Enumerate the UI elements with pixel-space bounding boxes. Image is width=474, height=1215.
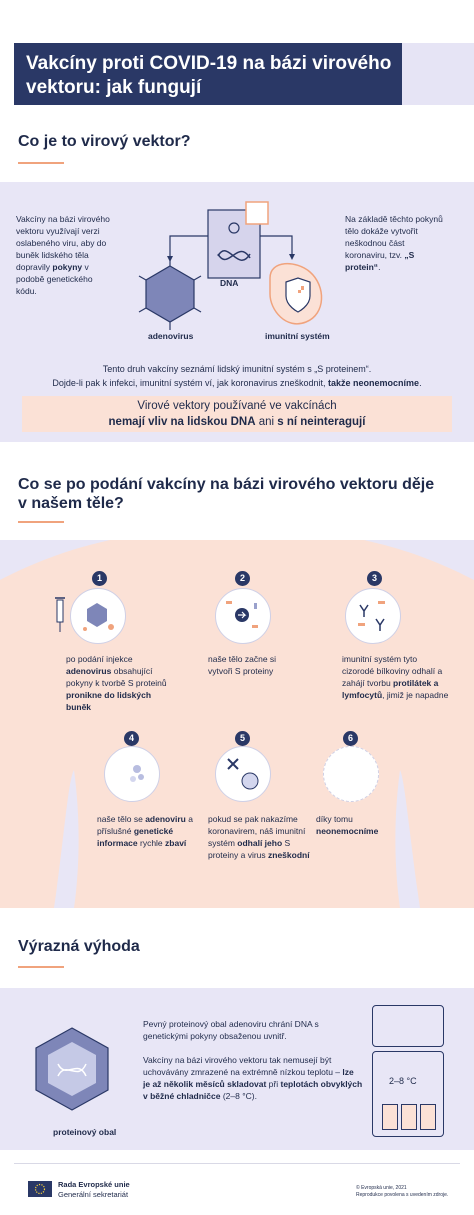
fridge-temperature: 2–8 °C: [389, 1076, 417, 1086]
viral-vector-diagram: [120, 198, 340, 348]
section2-underline: [18, 521, 64, 523]
protein-shell-text: Pevný proteinový obal adenoviru chrání DNA s genetickými pokyny obsaženou uvnitř.: [143, 1019, 319, 1041]
step4-text: naše tělo se adenoviru a příslušné genetické informace rychle zbaví: [97, 814, 193, 848]
copyright-notice: © Evropská unie, 2021 Reprodukce povolena s uvedením zdroje.: [356, 1185, 449, 1198]
section3-underline: [18, 966, 64, 968]
step-number-1: 1: [92, 571, 107, 586]
footer-divider: [14, 1163, 460, 1164]
step2-text: naše tělo začne si vytvoři S proteiny: [208, 654, 277, 676]
vial-icon-2: [401, 1104, 417, 1130]
step-number-4: 4: [124, 731, 139, 746]
section1-underline: [18, 162, 64, 164]
step1-cell-icon: [70, 588, 126, 644]
s-protein-text: Na základě těchto pokynů tělo dokáže vytvořit neškodnou část koronaviru, tzv. „S protein“.: [345, 214, 443, 272]
vial-icon-1: [382, 1104, 398, 1130]
step5-text: pokud se pak nakazíme koronavirem, náš imunitní systém odhalí jeho S proteiny a virus zneškodní: [208, 814, 310, 860]
step6-cell-icon: [323, 746, 379, 802]
vial-icon-3: [420, 1104, 436, 1130]
protein-shell-icon: [22, 1020, 122, 1120]
section3-heading: Výrazná výhoda: [18, 938, 140, 955]
section2-heading: Co se po podání vakcíny na bázi virového vektoru děje v našem těle?: [18, 476, 435, 512]
step3-cell-icon: [345, 588, 401, 644]
storage-text: Vakcíny na bázi virového vektoru tak nemusejí být uchovávány zmrazené na extrémně nízkou teplotu – lze je až několik měsíců skladovat při teplotách obvyklých v běžné chladničce (2–8 °C).: [143, 1055, 363, 1101]
step4-cell-icon: [104, 746, 160, 802]
protein-shell-label: proteinový obal: [53, 1127, 117, 1137]
step-number-6: 6: [343, 731, 358, 746]
step6-text: díky tomu neonemocníme: [316, 814, 379, 836]
organization-name: Rada Evropské unie Generální sekretariát: [58, 1180, 130, 1199]
immune-system-label: imunitní systém: [265, 331, 330, 341]
syringe-icon: [50, 596, 70, 636]
fridge-freezer-icon: [372, 1005, 444, 1047]
section1-heading: Co je to virový vektor?: [18, 133, 191, 150]
adenovirus-label: adenovirus: [148, 331, 194, 341]
dna-safety-callout: Virové vektory používané ve vakcínách nemají vliv na lidskou DNA ani s ní neinteragují: [22, 396, 452, 432]
page-title: Vakcíny proti COVID-19 na bázi virového vektoru: jak fungují: [14, 43, 402, 105]
step3-text: imunitní systém tyto cizorodé bílkoviny odhalí a zahájí tvorbu protilátek a lymfocytů, jimiž je napadne: [342, 654, 449, 700]
step1-text: po podání injekce adenovirus obsahující pokyny k tvorbě S proteinů pronikne do lidských buněk: [66, 654, 167, 712]
title-decoration: [402, 43, 474, 105]
step-number-5: 5: [235, 731, 250, 746]
vaccine-summary: Tento druh vakcíny seznámí lidský imunitní systém s „S proteinem“. Dojde-li pak k infekci, imunitní systém ví, jak koronavirus zneškodnit, takže neonemocníme.: [52, 364, 422, 388]
vector-intro-text: Vakcíny na bázi virového vektoru využívají verzi oslabeného viru, aby do buněk lidského těla dopravily pokyny v podobě genetického kódu.: [16, 214, 110, 296]
step5-cell-icon: [215, 746, 271, 802]
step2-cell-icon: [215, 588, 271, 644]
dna-label: DNA: [220, 278, 239, 288]
eu-flag-icon: [28, 1181, 52, 1197]
step-number-2: 2: [235, 571, 250, 586]
step-number-3: 3: [367, 571, 382, 586]
